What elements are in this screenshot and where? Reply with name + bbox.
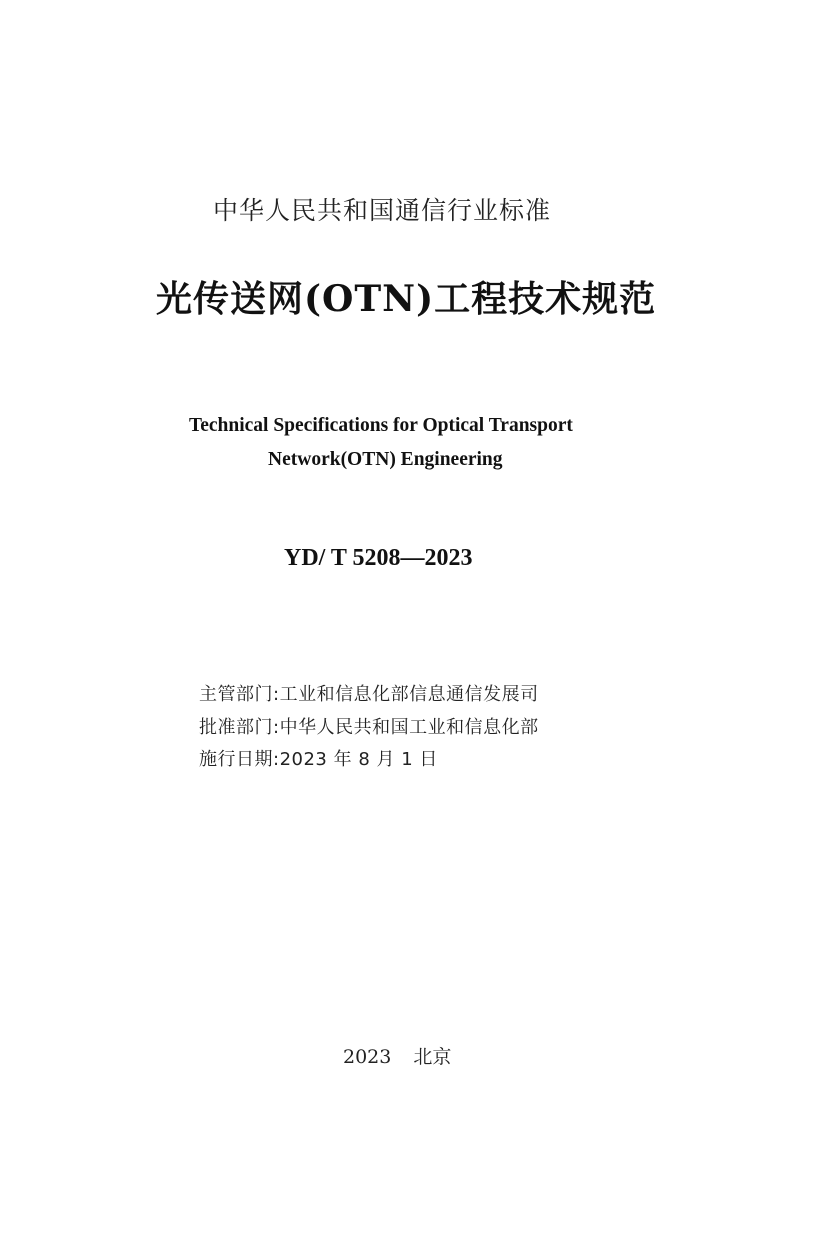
publication-year: 2023 (343, 1046, 392, 1068)
standard-category: 中华人民共和国通信行业标准 (213, 196, 552, 225)
title-chinese: 光传送网(OTN)工程技术规范 (156, 278, 657, 320)
title-english-line-2: Network(OTN) Engineering (268, 449, 503, 470)
title-english-line-1: Technical Specifications for Optical Transport (189, 415, 573, 436)
approval-department: 批准部门:中华人民共和国工业和信息化部 (199, 717, 539, 738)
publication-city: 北京 (413, 1046, 452, 1068)
publication-info (343, 1042, 451, 1069)
effective-date: 施行日期:2023 年 8 月 1 日 (199, 749, 438, 770)
standard-code: YD/ T 5208—2023 (284, 545, 473, 571)
competent-department: 主管部门:工业和信息化部信息通信发展司 (199, 684, 539, 705)
